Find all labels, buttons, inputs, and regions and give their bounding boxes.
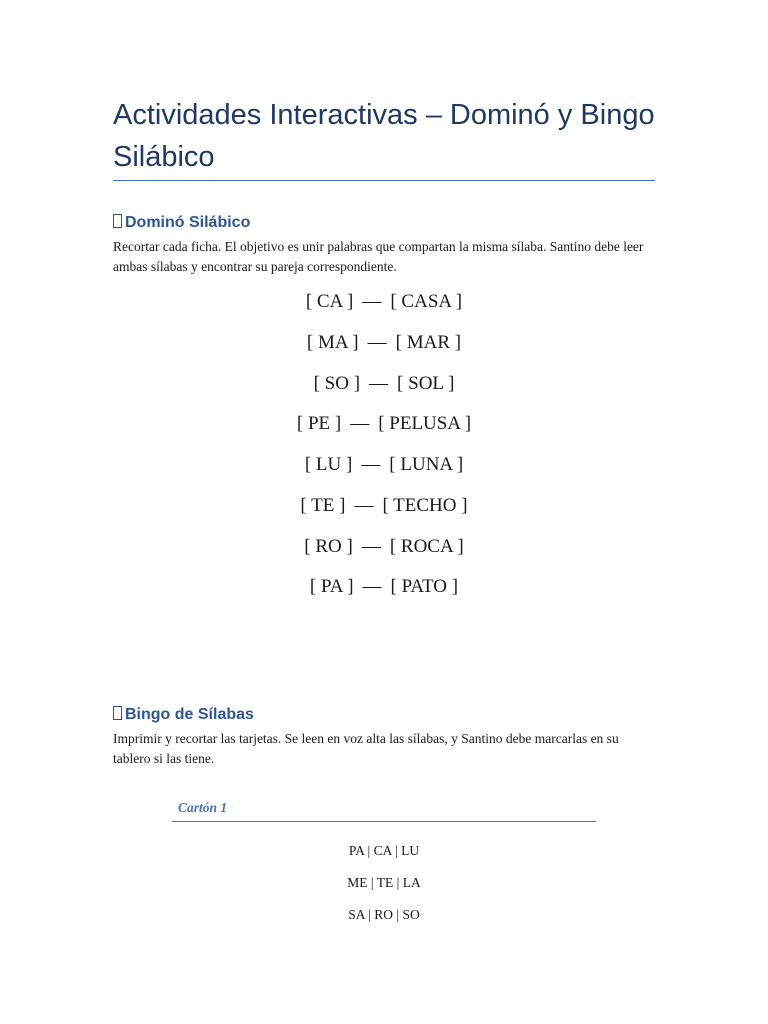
domino-word: [ MAR ] — [395, 331, 462, 353]
domino-syllable: [ CA ] — [305, 291, 354, 312]
bingo-card-row: ME | TE | LA — [347, 875, 421, 890]
bingo-card-divider — [172, 821, 596, 822]
domino-instructions: Recortar cada ficha. El objetivo es unir palabras que compartan la misma sílaba. Santino debe leer ambas sílabas y encontrar su pareja correspondiente. — [113, 239, 644, 274]
bingo-card-rows — [0, 841, 768, 937]
title-divider — [113, 180, 655, 181]
domino-tile — [0, 573, 768, 614]
domino-word: [ PELUSA ] — [378, 413, 472, 435]
domino-tile-list — [0, 288, 768, 614]
domino-separator: — — [361, 535, 381, 557]
domino-syllable: [ PE ] — [296, 413, 342, 435]
domino-syllable: [ MA ] — [306, 331, 359, 353]
domino-separator: — — [362, 291, 382, 312]
domino-word: [ ROCA ] — [389, 535, 464, 557]
domino-word: [ TECHO ] — [382, 494, 468, 516]
page-title: Actividades Interactivas – Dominó y Bingo Silábico — [113, 99, 655, 173]
domino-syllable: [ LU ] — [304, 454, 353, 475]
domino-word: [ SOL ] — [397, 372, 455, 394]
bingo-heading — [113, 705, 254, 725]
domino-tile — [0, 492, 768, 533]
domino-word: [ PATO ] — [390, 576, 459, 598]
bingo-card-title: Cartón 1 — [178, 800, 228, 815]
domino-tile — [0, 451, 768, 492]
domino-tile — [0, 370, 768, 411]
domino-tile — [0, 410, 768, 451]
domino-syllable: [ SO ] — [313, 372, 361, 394]
domino-separator: — — [369, 372, 389, 394]
domino-separator: — — [362, 576, 382, 598]
bingo-card-row: PA | CA | LU — [348, 843, 420, 858]
domino-tile — [0, 288, 768, 329]
domino-word: [ CASA ] — [390, 291, 463, 312]
domino-separator: — — [361, 454, 381, 475]
missing-glyph-icon — [113, 214, 122, 228]
domino-syllable: [ PA ] — [309, 576, 354, 598]
bingo-instructions: Imprimir y recortar las tarjetas. Se leen en voz alta las sílabas, y Santino debe marcarlas en su tablero si las tiene. — [113, 731, 619, 766]
bingo-card-row: SA | RO | SO — [348, 907, 420, 922]
domino-word: [ LUNA ] — [389, 454, 464, 475]
domino-separator: — — [367, 331, 387, 353]
domino-separator: — — [354, 494, 374, 516]
domino-tile — [0, 329, 768, 370]
domino-tile — [0, 533, 768, 574]
domino-separator: — — [350, 413, 370, 435]
bingo-heading-text: Bingo de Sílabas — [125, 706, 254, 723]
domino-syllable: [ RO ] — [304, 535, 353, 557]
domino-syllable: [ TE ] — [300, 494, 346, 516]
missing-glyph-icon — [113, 706, 122, 720]
domino-heading-text: Dominó Silábico — [125, 214, 251, 231]
domino-heading — [113, 213, 250, 233]
